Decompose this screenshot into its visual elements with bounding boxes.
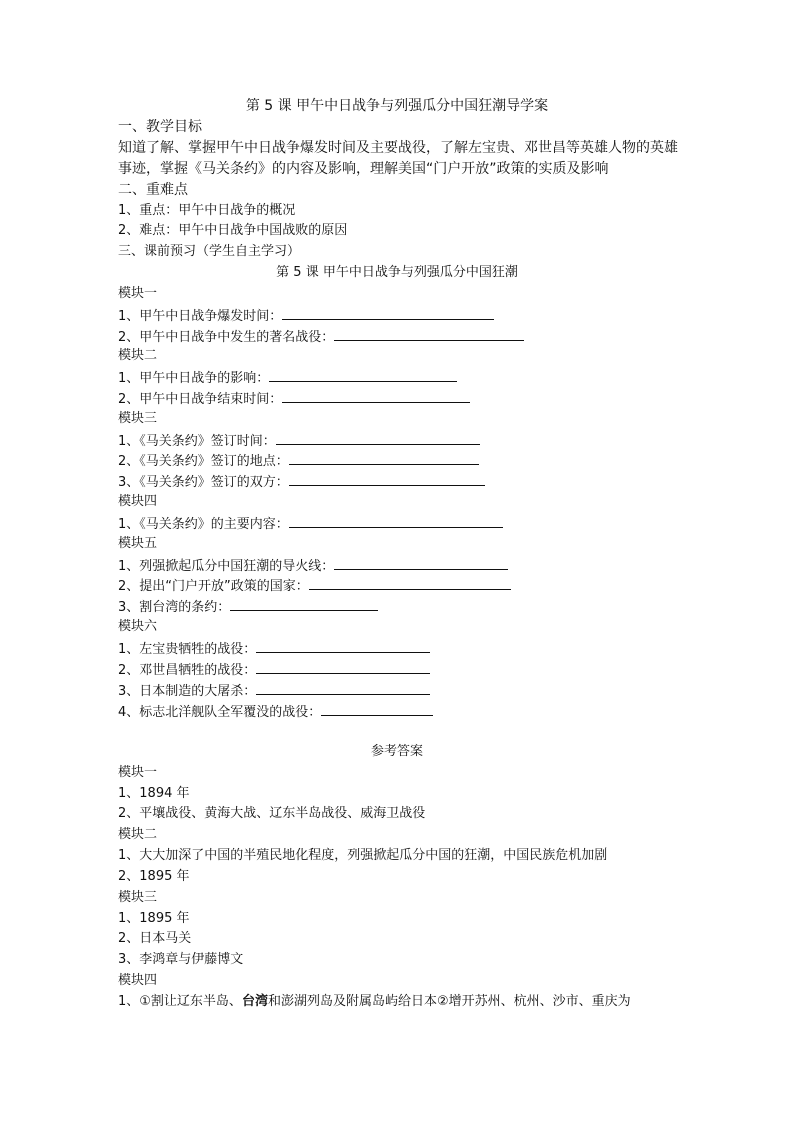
answer-blank[interactable] [282, 306, 494, 320]
question-row [118, 576, 511, 596]
answer-line: 1、1895 年 [118, 911, 190, 926]
module-5-title: 模块五 [118, 536, 158, 551]
question-label: 1、列强掀起瓜分中国狂潮的导火线： [118, 559, 335, 574]
answer-text-bold: 台湾 [241, 994, 268, 1009]
answer-module-2-title: 模块二 [118, 827, 158, 842]
answer-blank[interactable] [269, 368, 457, 382]
answer-text: 和澎湖列岛及附属岛屿给日本②增开苏州、杭州、沙市、重庆为 [267, 994, 631, 1009]
section-heading-key-points: 二、重难点 [118, 182, 188, 198]
answers-title: 参考答案 [370, 744, 423, 759]
answer-module-1-title: 模块一 [118, 765, 158, 780]
answer-module-4-title: 模块四 [118, 973, 158, 988]
section-heading-objectives: 一、教学目标 [118, 119, 202, 135]
answer-line: 1、大大加深了中国的半殖民地化程度，列强掀起瓜分中国的狂潮，中国民族危机加剧 [118, 848, 608, 863]
answer-blank[interactable] [230, 597, 378, 611]
question-row [118, 431, 480, 451]
answer-blank[interactable] [309, 576, 511, 590]
answer-blank[interactable] [256, 681, 430, 695]
question-label: 1、《马关条约》的主要内容： [118, 517, 289, 532]
preview-title: 第 5 课 甲午中日战争与列强瓜分中国狂潮 [276, 265, 518, 280]
key-point-1: 1、重点：甲午中日战争的概况 [118, 203, 296, 218]
question-row [118, 306, 494, 326]
question-label: 2、甲午中日战争中发生的著名战役： [118, 330, 335, 345]
answer-line [118, 993, 631, 1011]
module-3-title: 模块三 [118, 411, 158, 426]
question-label: 2、提出“门户开放”政策的国家： [118, 579, 309, 594]
answer-blank[interactable] [282, 389, 470, 403]
answer-module-3-title: 模块三 [118, 890, 158, 905]
module-1-title: 模块一 [118, 286, 158, 301]
answer-text: 1、①割让辽东半岛、 [118, 994, 242, 1009]
question-row [118, 389, 470, 409]
answer-blank[interactable] [334, 327, 524, 341]
answer-line: 1、1894 年 [118, 786, 190, 801]
question-label: 2、《马关条约》签订的地点： [118, 454, 289, 469]
objectives-text-line-1: 知道了解、掌握甲午中日战争爆发时间及主要战役，了解左宝贵、邓世昌等英雄人物的英雄 [118, 140, 678, 156]
question-row [118, 514, 503, 534]
question-row [118, 451, 479, 471]
question-row [118, 597, 378, 617]
answer-line: 3、李鸿章与伊藤博文 [118, 952, 244, 967]
answer-blank[interactable] [256, 660, 430, 674]
question-label: 2、甲午中日战争结束时间： [118, 392, 283, 407]
section-heading-preview: 三、课前预习（学生自主学习） [118, 244, 301, 259]
question-row [118, 660, 430, 680]
answer-blank[interactable] [289, 451, 479, 465]
question-row [118, 327, 524, 347]
question-row [118, 472, 485, 492]
objectives-text-line-2: 事迹，掌握《马关条约》的内容及影响，理解美国“门户开放”政策的实质及影响 [118, 161, 609, 177]
question-label: 4、标志北洋舰队全军覆没的战役： [118, 705, 322, 720]
question-row [118, 681, 430, 701]
question-label: 1、《马关条约》签订时间： [118, 434, 276, 449]
answer-line: 2、平壤战役、黄海大战、辽东半岛战役、威海卫战役 [118, 806, 426, 821]
question-label: 1、甲午中日战争爆发时间： [118, 309, 283, 324]
document-title: 第 5 课 甲午中日战争与列强瓜分中国狂潮导学案 [245, 98, 549, 114]
question-label: 3、割台湾的条约： [118, 600, 231, 615]
answer-blank[interactable] [289, 472, 485, 486]
module-2-title: 模块二 [118, 348, 158, 363]
question-label: 3、《马关条约》签订的双方： [118, 475, 289, 490]
answer-line: 2、1895 年 [118, 869, 190, 884]
answer-blank[interactable] [289, 514, 503, 528]
answer-blank[interactable] [256, 639, 430, 653]
question-row [118, 556, 508, 576]
answer-line: 2、日本马关 [118, 931, 192, 946]
question-row [118, 639, 430, 659]
answer-blank[interactable] [334, 556, 508, 570]
question-label: 1、左宝贵牺牲的战役： [118, 642, 257, 657]
module-6-title: 模块六 [118, 619, 158, 634]
answer-blank[interactable] [276, 431, 480, 445]
question-label: 2、邓世昌牺牲的战役： [118, 663, 257, 678]
key-point-2: 2、难点：甲午中日战争中国战败的原因 [118, 223, 348, 238]
answer-blank[interactable] [321, 702, 433, 716]
module-4-title: 模块四 [118, 494, 158, 509]
question-label: 3、日本制造的大屠杀： [118, 684, 257, 699]
question-label: 1、甲午中日战争的影响： [118, 371, 270, 386]
question-row [118, 368, 457, 388]
question-row [118, 702, 433, 722]
